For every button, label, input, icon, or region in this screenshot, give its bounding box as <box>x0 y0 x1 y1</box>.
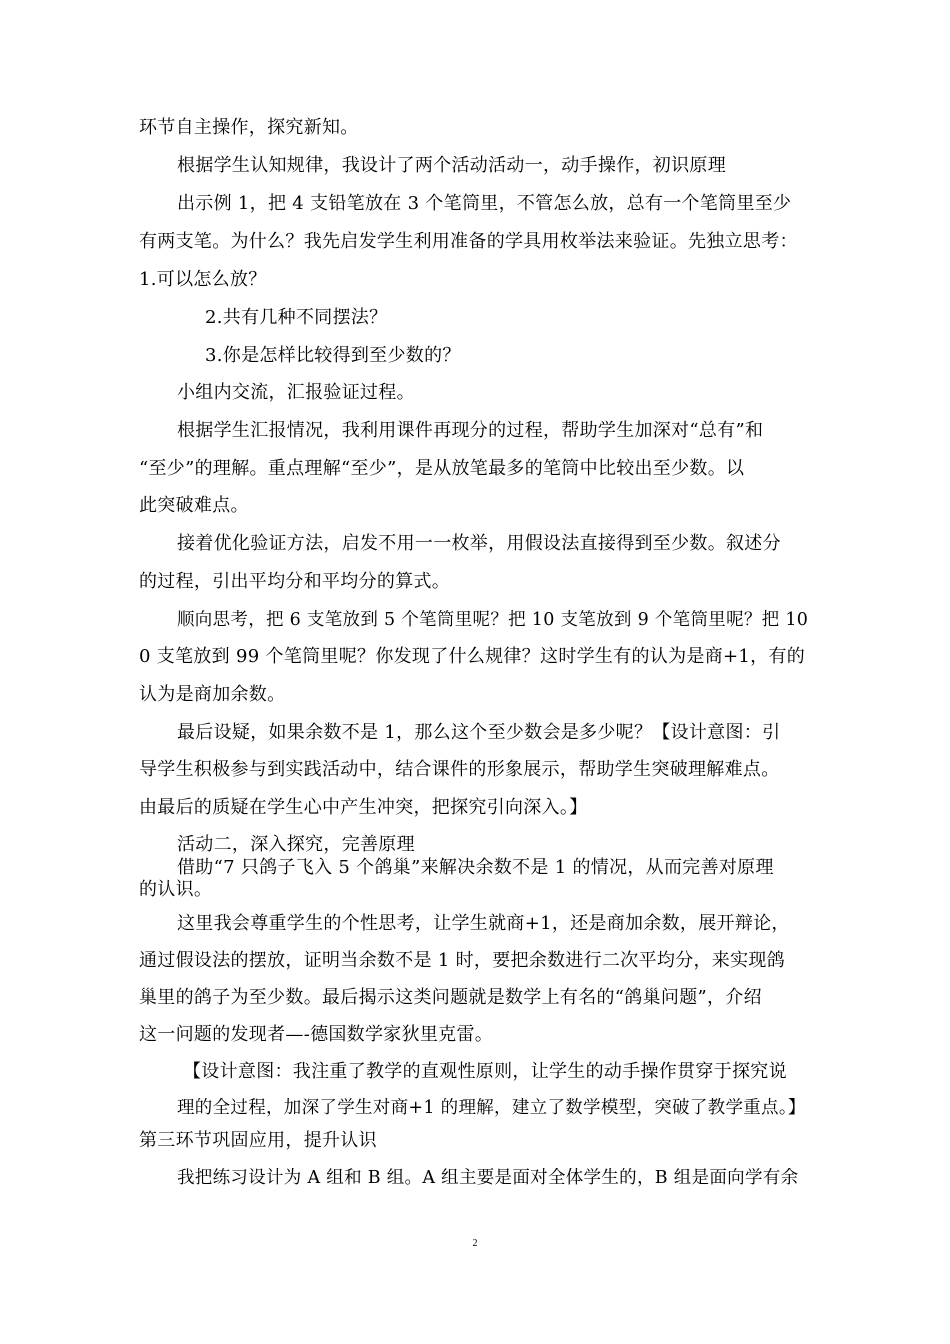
text-line: 环节自主操作，探究新知。 <box>139 117 359 138</box>
text-line: 我把练习设计为 A 组和 B 组。A 组主要是面对全体学生的，B 组是面向学有余 <box>177 1168 799 1188</box>
text-line: 这里我会尊重学生的个性思考，让学生就商+1，还是商加余数，展开辩论， <box>177 913 790 934</box>
text-line: 认为是商加余数。 <box>139 684 286 705</box>
text-line: 通过假设法的摆放，证明当余数不是 1 时，要把余数进行二次平均分，来实现鸽 <box>139 950 785 971</box>
text-line: 0 支笔放到 99 个笔筒里呢？你发现了什么规律？这时学生有的认为是商+1，有的 <box>139 646 806 667</box>
text-line: 这一问题的发现者—-德国数学家狄里克雷。 <box>139 1024 494 1045</box>
text-line: 接着优化验证方法，启发不用一一枚举，用假设法直接得到至少数。叙述分 <box>177 533 781 554</box>
text-line: 活动二，深入探究，完善原理 <box>177 834 415 855</box>
text-line: 理的全过程，加深了学生对商+1 的理解，建立了数学模型，突破了教学重点。】 <box>177 1098 806 1118</box>
text-line: 导学生积极参与到实践活动中，结合课件的形象展示，帮助学生突破理解难点。 <box>139 759 780 780</box>
text-line: 出示例 1，把 4 支铅笔放在 3 个笔筒里，不管怎么放，总有一个笔筒里至少 <box>177 193 792 214</box>
text-line: 根据学生认知规律，我设计了两个活动活动一，动手操作，初识原理 <box>177 155 726 176</box>
text-line: 由最后的质疑在学生心中产生冲突，把探究引向深入。】 <box>139 797 588 818</box>
text-line: 的过程，引出平均分和平均分的算式。 <box>139 571 451 592</box>
text-line: 小组内交流，汇报验证过程。 <box>177 382 415 403</box>
page-number: 2 <box>472 1238 478 1249</box>
text-line: 巢里的鸽子为至少数。最后揭示这类问题就是数学上有名的“鸽巢问题”，介绍 <box>139 987 762 1008</box>
text-line: 2.共有几种不同摆法？ <box>205 307 388 328</box>
text-line: 第三环节巩固应用，提升认识 <box>139 1130 377 1151</box>
text-line: 顺向思考，把 6 支笔放到 5 个笔筒里呢？把 10 支笔放到 9 个笔筒里呢？把 10 <box>177 610 809 630</box>
text-line: 借助“7 只鸽子飞入 5 个鸽巢”来解决余数不是 1 的情况，从而完善对原理 <box>177 857 774 878</box>
text-line: 最后设疑，如果余数不是 1，那么这个至少数会是多少呢？【设计意图：引 <box>177 722 781 743</box>
text-line: 根据学生汇报情况，我利用课件再现分的过程，帮助学生加深对“总有”和 <box>177 420 764 441</box>
text-line: 3.你是怎样比较得到至少数的？ <box>205 345 461 366</box>
text-line: 此突破难点。 <box>139 495 249 516</box>
text-line: “至少”的理解。重点理解“至少”，是从放笔最多的笔筒中比较出至少数。以 <box>139 458 745 479</box>
text-line: 【设计意图：我注重了教学的直观性原则，让学生的动手操作贯穿于探究说 <box>183 1061 787 1082</box>
text-line: 的认识。 <box>139 879 213 900</box>
text-line: 1.可以怎么放？ <box>139 269 267 290</box>
text-line: 有两支笔。为什么？我先启发学生利用准备的学具用枚举法来验证。先独立思考： <box>139 231 798 252</box>
